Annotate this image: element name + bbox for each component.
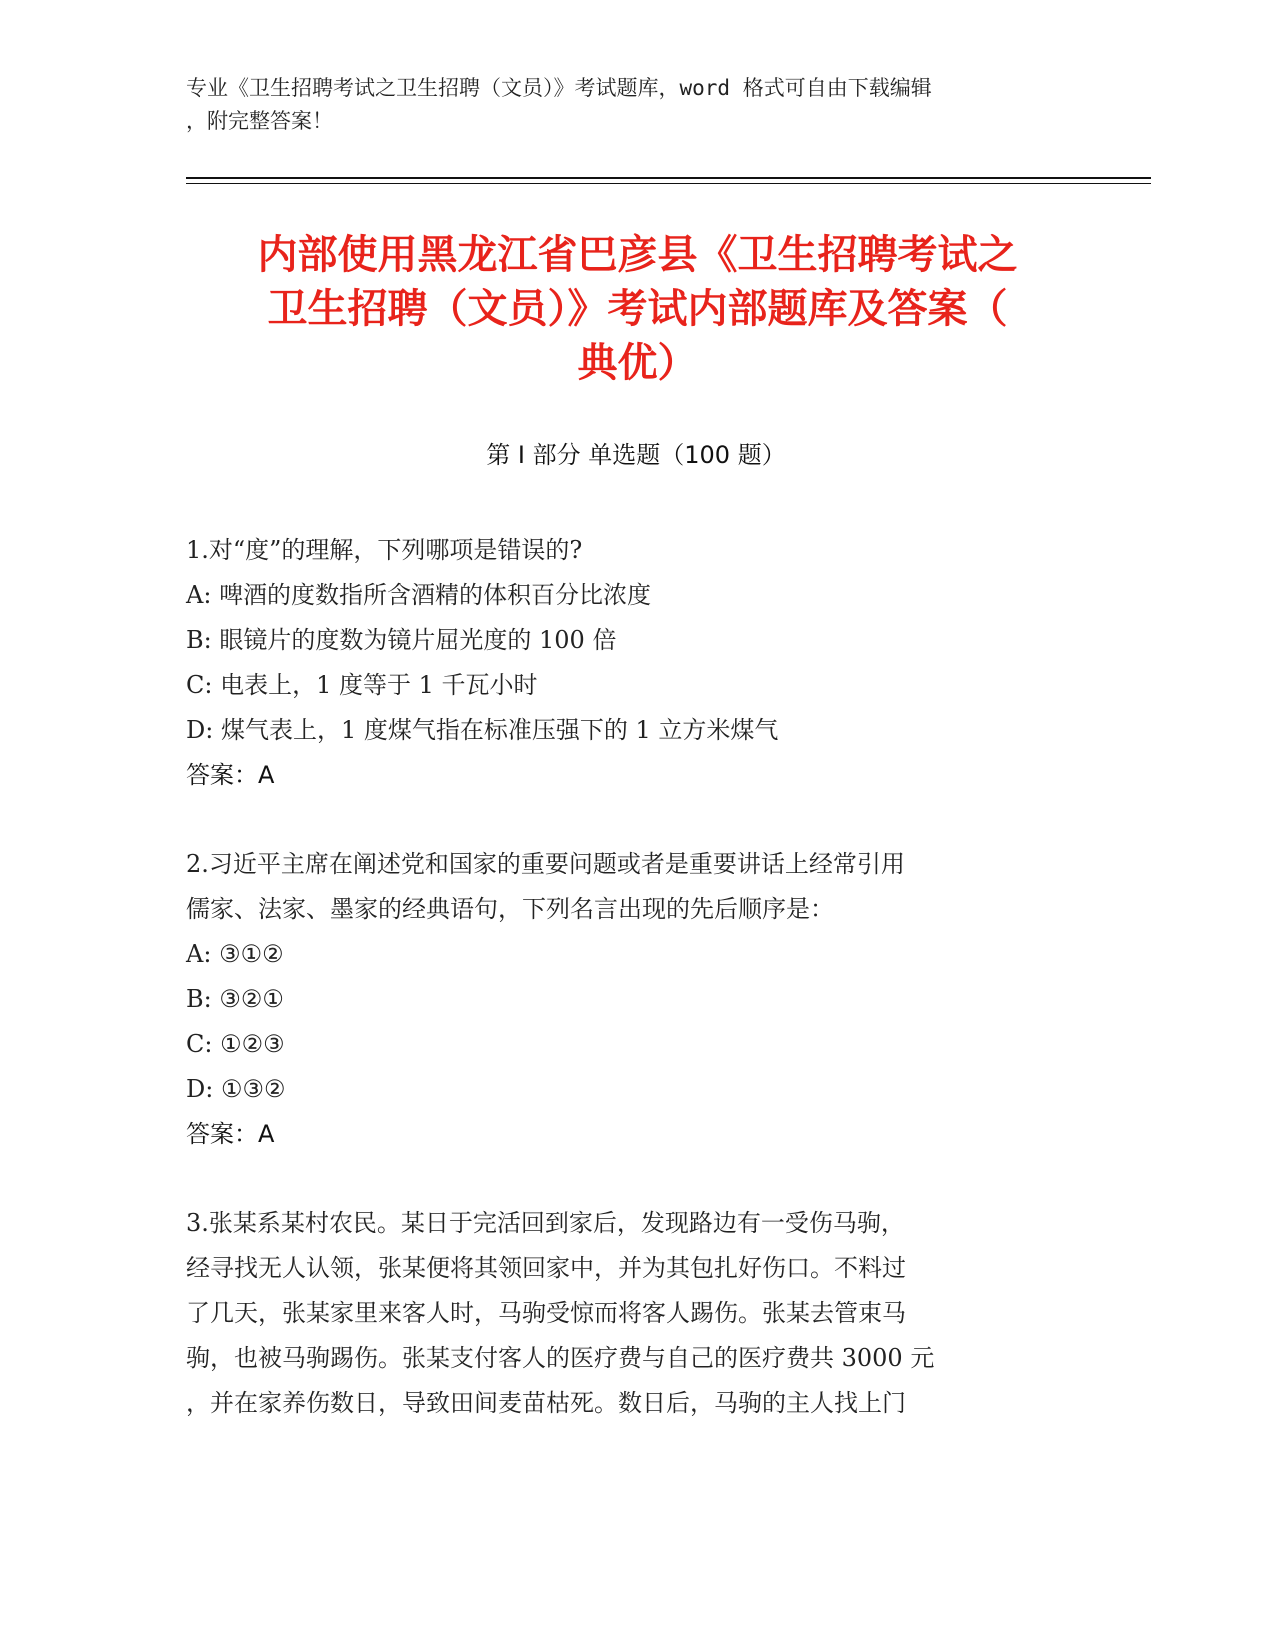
option-text: ①③② xyxy=(220,1075,286,1103)
document-title-line-3: 典优） xyxy=(577,340,698,386)
header-note xyxy=(186,72,1066,138)
question-2-option-d xyxy=(186,1067,1066,1112)
question-1-option-b xyxy=(186,618,1066,663)
option-letter: C: xyxy=(186,671,213,699)
question-1-option-d xyxy=(186,708,1066,753)
document-title-line-1: 内部使用黑龙江省巴彦县《卫生招聘考试之 xyxy=(257,232,1018,278)
question-2-answer: 答案：A xyxy=(186,1120,275,1148)
question-2-option-a xyxy=(186,932,1066,977)
header-note-line-2: ，附完整答案！ xyxy=(186,109,333,133)
question-2-stem-line-1: 2.习近平主席在阐述党和国家的重要问题或者是重要讲话上经常引用 xyxy=(186,850,905,878)
question-3-stem-line-1: 3.张某系某村农民。某日于完活回到家后，发现路边有一受伤马驹， xyxy=(186,1209,905,1237)
option-text: 煤气表上，1 度煤气指在标准压强下的 1 立方米煤气 xyxy=(220,716,779,744)
question-3-stem-line-2: 经寻找无人认领，张某便将其领回家中，并为其包扎好伤口。不料过 xyxy=(186,1254,906,1282)
option-letter: D: xyxy=(186,716,214,744)
option-text: 啤酒的度数指所含酒精的体积百分比浓度 xyxy=(219,581,652,609)
option-letter: D: xyxy=(186,1075,214,1103)
option-letter: C: xyxy=(186,1030,213,1058)
option-text: ③②① xyxy=(219,985,284,1013)
question-2-option-b xyxy=(186,977,1066,1022)
section-title: 第 I 部分 单选题（100 题） xyxy=(486,441,786,469)
header-divider-thick xyxy=(186,177,1151,179)
option-text: ③①② xyxy=(219,940,284,968)
question-1 xyxy=(186,528,1066,798)
question-1-stem-line-1: 1.对“度”的理解，下列哪项是错误的? xyxy=(186,536,583,564)
option-letter: B: xyxy=(186,985,212,1013)
header-note-line-1: 专业《卫生招聘考试之卫生招聘（文员）》考试题库，word 格式可自由下载编辑 xyxy=(186,76,932,100)
question-list xyxy=(186,528,1066,1470)
question-2-option-c xyxy=(186,1022,1066,1067)
document-title-line-2: 卫生招聘（文员）》考试内部题库及答案（ xyxy=(267,286,1008,332)
header-divider-thin xyxy=(186,183,1151,184)
option-text: 眼镜片的度数为镜片屈光度的 100 倍 xyxy=(219,626,617,654)
question-3-stem-line-3: 了几天，张某家里来客人时，马驹受惊而将客人踢伤。张某去管束马 xyxy=(186,1299,906,1327)
question-3 xyxy=(186,1201,1066,1426)
option-text: 电表上，1 度等于 1 千瓦小时 xyxy=(220,671,538,699)
question-2-stem-line-2: 儒家、法家、墨家的经典语句，下列名言出现的先后顺序是： xyxy=(186,895,834,923)
question-3-stem-line-4: 驹，也被马驹踢伤。张某支付客人的医疗费与自己的医疗费共 3000 元 xyxy=(186,1344,935,1372)
option-letter: B: xyxy=(186,626,212,654)
question-1-option-a xyxy=(186,573,1066,618)
question-1-option-c xyxy=(186,663,1066,708)
document-title xyxy=(150,228,1125,390)
option-letter: A: xyxy=(186,940,212,968)
question-2 xyxy=(186,842,1066,1157)
option-letter: A: xyxy=(186,581,212,609)
question-1-answer: 答案：A xyxy=(186,761,275,789)
question-3-stem-line-5: ，并在家养伤数日，导致田间麦苗枯死。数日后，马驹的主人找上门 xyxy=(186,1389,906,1417)
option-text: ①②③ xyxy=(220,1030,285,1058)
